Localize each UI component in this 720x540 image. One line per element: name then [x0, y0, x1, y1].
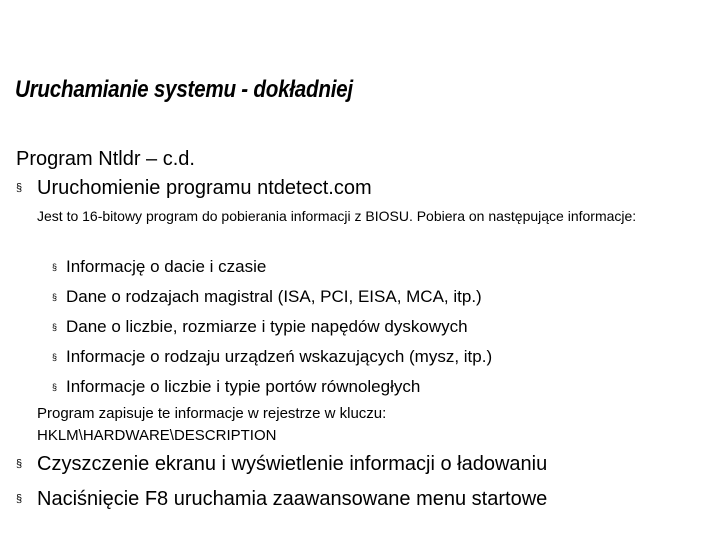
title-divider [0, 110, 720, 111]
registry-note [37, 403, 386, 447]
bullet-icon: § [16, 493, 23, 505]
bullet-icon: § [16, 458, 23, 470]
bullet-item [16, 488, 547, 511]
bullet-icon: § [52, 292, 58, 302]
bullet-item [16, 453, 547, 476]
bullet-text: Naciśnięcie F8 uruchamia zaawansowane menu startowe [37, 488, 548, 510]
bullet-text: Czyszczenie ekranu i wyświetlenie informacji o ładowaniu [37, 453, 548, 475]
bullet-icon: § [52, 352, 58, 362]
registry-key-path: HKLM\HARDWARE\DESCRIPTION [37, 427, 277, 444]
sub-bullet-item [52, 282, 492, 312]
slide-title: Uruchamianie systemu - dokładniej [15, 76, 353, 103]
section-heading: Program Ntldr – c.d. [16, 148, 195, 170]
bullet-item [16, 177, 372, 200]
bullet-icon: § [52, 322, 58, 332]
sub-bullet-text: Dane o liczbie, rozmiarze i typie napędów dyskowych [66, 317, 468, 336]
sub-bullet-text: Dane o rodzajach magistral (ISA, PCI, EISA, MCA, itp.) [66, 287, 482, 306]
sub-bullet-item [52, 312, 492, 342]
sub-bullet-text: Informacje o liczbie i typie portów równoległych [66, 377, 421, 396]
sub-bullet-item [52, 252, 492, 282]
registry-note-line: Program zapisuje te informacje w rejestrze w kluczu: [37, 405, 387, 422]
bullet-icon: § [52, 382, 58, 392]
sub-bullet-item [52, 372, 492, 402]
sub-bullet-item [52, 342, 492, 372]
bullet-icon: § [16, 182, 23, 194]
sub-bullet-text: Informację o dacie i czasie [66, 257, 267, 276]
sub-bullet-text: Informacje o rodzaju urządzeń wskazujących (mysz, itp.) [66, 347, 493, 366]
sub-bullet-list [52, 252, 492, 402]
bullet-icon: § [52, 262, 58, 272]
description-paragraph: Jest to 16-bitowy program do pobierania informacji z BIOSU. Pobiera on następujące informacje: [37, 208, 637, 224]
bullet-text: Uruchomienie programu ntdetect.com [37, 177, 372, 199]
